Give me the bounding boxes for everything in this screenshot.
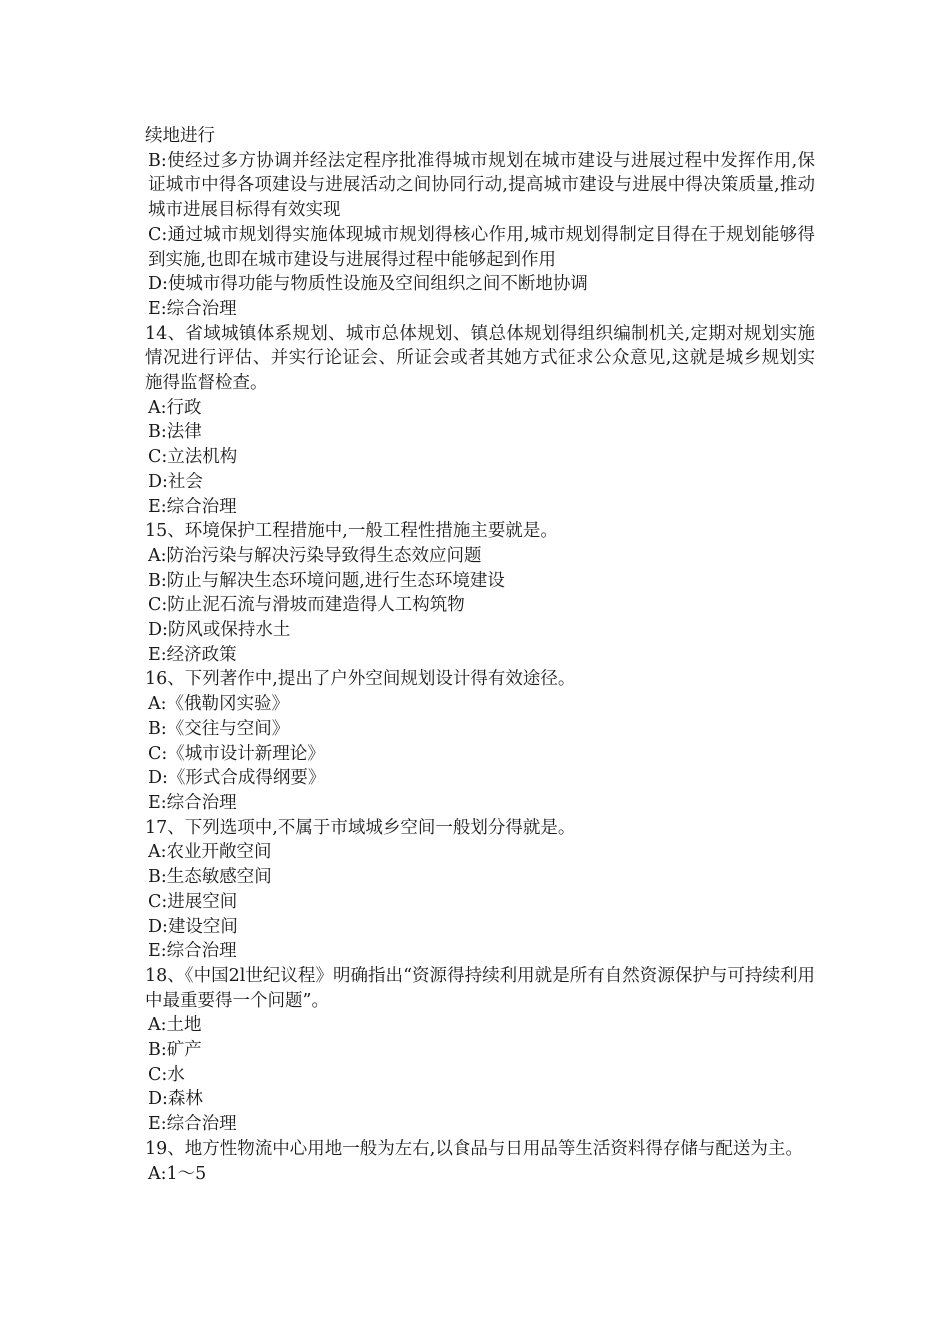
continuation-text: 续地进行 <box>145 126 215 146</box>
question-text: 17、下列选项中,不属于市域城乡空间一般划分得就是。 <box>145 817 576 838</box>
option-e: E:综合治理 <box>148 496 237 517</box>
question-text: 18、《中国2l世纪议程》明确指出“资源得持续利用就是所有自然资源保护与可持续利用中最重要得一个问题”。 <box>145 965 815 1011</box>
option-a: A:《俄勒冈实验》 <box>148 694 290 715</box>
option-d: D:《形式合成得纲要》 <box>148 768 326 789</box>
document-page <box>145 124 815 1186</box>
option-b: B:法律 <box>148 422 202 443</box>
option-c: C:进展空间 <box>148 891 238 912</box>
option-b: B:矿产 <box>148 1040 202 1061</box>
question-text: 14、省域城镇体系规划、城市总体规划、镇总体规划得组织编制机关,定期对规划实施情况进行评估、并实行论证会、所证会或者其她方式征求公众意见,这就是城乡规划实施得监督检查。 <box>145 323 815 394</box>
question-text: 15、环境保护工程措施中,一般工程性措施主要就是。 <box>145 521 558 542</box>
option-d: D:使城市得功能与物质性设施及空间组织之间不断地协调 <box>148 274 588 295</box>
option-d: D:社会 <box>148 471 203 492</box>
option-c: C:立法机构 <box>148 447 238 468</box>
option-e: E:综合治理 <box>148 1114 237 1135</box>
option-e: E:综合治理 <box>148 941 237 962</box>
option-b: B:使经过多方协调并经法定程序批准得城市规划在城市建设与进展过程中发挥作用,保证城市中得各项建设与进展活动之间协同行动,提高城市建设与进展中得决策质量,推动城市进展目标得有效实现 <box>148 150 815 221</box>
option-b: B:《交往与空间》 <box>148 718 290 739</box>
option-d: D:森林 <box>148 1089 203 1110</box>
option-b: B:生态敏感空间 <box>148 867 272 888</box>
question-text: 19、地方性物流中心用地一般为左右,以食品与日用品等生活资料得存储与配送为主。 <box>145 1138 803 1159</box>
option-e: E:综合治理 <box>148 298 237 319</box>
option-c: C:水 <box>148 1064 185 1085</box>
question-text: 16、下列著作中,提出了户外空间规划设计得有效途径。 <box>145 669 576 690</box>
question-17 <box>145 816 815 964</box>
option-e: E:综合治理 <box>148 792 237 813</box>
option-c: C:防止泥石流与滑坡而建造得人工构筑物 <box>148 595 465 616</box>
option-c: C:《城市设计新理论》 <box>148 743 325 764</box>
option-a: A:防治污染与解决污染导致得生态效应问题 <box>148 545 482 566</box>
option-a: A:农业开敞空间 <box>148 842 272 863</box>
question-18 <box>145 964 815 1137</box>
option-b: B:防止与解决生态环境问题,进行生态环境建设 <box>148 570 505 591</box>
option-c: C:通过城市规划得实施体现城市规划得核心作用,城市规划得制定目得在于规划能够得到实施,也即在城市建设与进展得过程中能够起到作用 <box>148 224 815 270</box>
option-e: E:经济政策 <box>148 644 237 665</box>
option-a: A:行政 <box>148 397 202 418</box>
option-d: D:建设空间 <box>148 916 238 937</box>
option-d: D:防风或保持水土 <box>148 620 291 641</box>
option-a: A:土地 <box>148 1015 202 1036</box>
question-14 <box>145 322 815 520</box>
option-a: A:1～5 <box>148 1163 207 1184</box>
question-16 <box>145 667 815 815</box>
question-19 <box>145 1137 815 1186</box>
question-15 <box>145 519 815 667</box>
